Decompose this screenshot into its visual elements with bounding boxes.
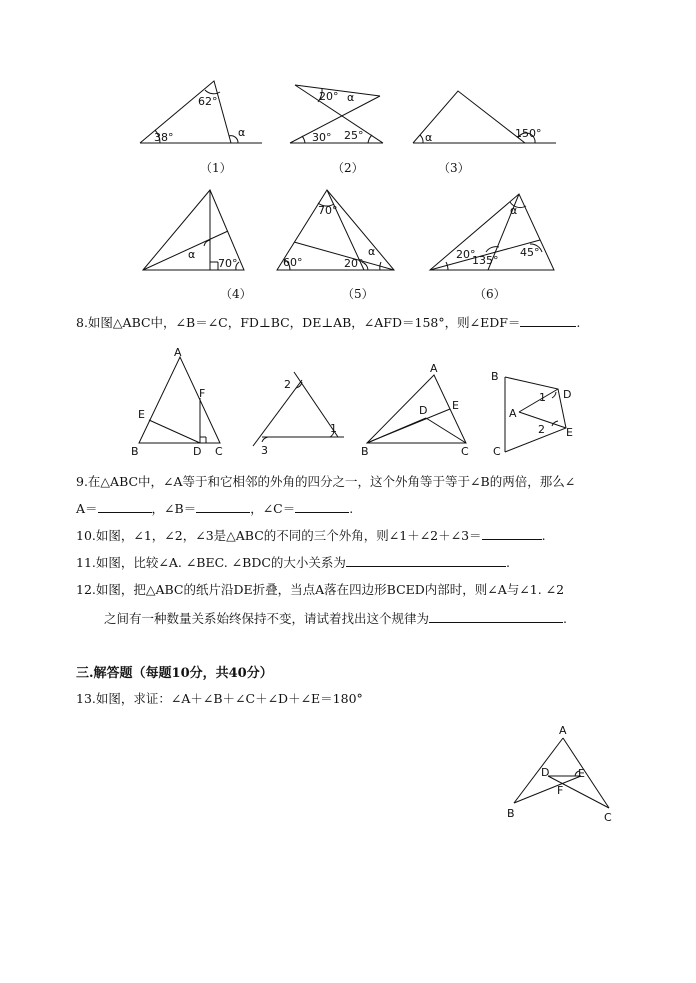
q11-label-C: C	[461, 445, 469, 458]
q10-label-1: 1	[330, 422, 337, 435]
figure-6	[430, 194, 554, 301]
question-13	[76, 691, 363, 707]
q8-label-E: E	[138, 408, 145, 421]
q8-label-B: B	[131, 445, 139, 458]
q10-text: 10.如图，∠1，∠2，∠3是△ABC的不同的三个外角，则∠1＋∠2＋∠3＝	[76, 528, 482, 543]
fig4-angle-alpha: α	[188, 248, 196, 261]
q13-label-D: D	[541, 766, 550, 779]
q11-label-A: A	[430, 362, 438, 375]
q12-answer-blank[interactable]	[429, 610, 563, 623]
figure-4	[143, 190, 252, 301]
q13-text: 13.如图，求证：∠A＋∠B＋∠C＋∠D＋∠E＝180°	[76, 691, 363, 706]
fig4-caption: （4）	[220, 287, 252, 301]
question-11	[76, 554, 510, 571]
q8-label-C: C	[215, 445, 223, 458]
question-8	[76, 314, 580, 331]
section-3-title: 三.解答题（每题10分，共40分）	[76, 666, 273, 681]
q9-blank-b[interactable]	[196, 500, 250, 513]
fig1-caption: （1）	[200, 161, 232, 175]
q12-label-A: A	[509, 407, 517, 420]
figure-2	[290, 85, 383, 175]
fig6-angle-135: 135°	[472, 254, 499, 267]
q8-end: .	[576, 315, 581, 330]
fig2-angle-25: 25°	[344, 129, 364, 142]
q11-answer-blank[interactable]	[346, 554, 506, 567]
figure-q12	[491, 370, 573, 458]
fig5-angle-20: 20°	[344, 257, 364, 270]
fig1-angle-62: 62°	[198, 95, 218, 108]
q12-label-D: D	[563, 388, 572, 401]
fig5-angle-70: 70°	[318, 204, 338, 217]
q9-blank-c[interactable]	[295, 500, 349, 513]
q12-label-1: 1	[539, 391, 546, 404]
q12-label-B: B	[491, 370, 499, 383]
q13-label-F: F	[557, 784, 564, 797]
q10-label-3: 3	[261, 444, 268, 457]
q10-label-2: 2	[284, 378, 291, 391]
q13-label-A: A	[559, 724, 567, 737]
q12-line2: 之间有一种数量关系始终保持不变，请试着找出这个规律为	[104, 611, 430, 626]
q8-label-D: D	[193, 445, 202, 458]
question-12-line2	[104, 610, 567, 627]
fig6-angle-45: 45°	[520, 246, 540, 259]
question-10	[76, 527, 546, 544]
fig2-angle-30: 30°	[312, 131, 332, 144]
q9-b-label: ，∠B＝	[151, 501, 197, 516]
fig4-angle-70: 70°	[218, 257, 238, 270]
q12-end: .	[563, 611, 567, 626]
q9-c-label: ，∠C＝	[250, 501, 296, 516]
q9-blank-a[interactable]	[98, 500, 152, 513]
q11-label-E: E	[452, 399, 459, 412]
q11-text: 11.如图，比较∠A. ∠BEC. ∠BDC的大小关系为	[76, 555, 346, 570]
q9-end: .	[349, 501, 354, 516]
fig1-angle-alpha: α	[238, 126, 246, 139]
fig2-angle-20: 20°	[319, 90, 339, 103]
figure-q11	[361, 362, 469, 458]
figure-1	[140, 81, 262, 175]
q8-label-A: A	[174, 346, 182, 359]
q11-label-B: B	[361, 445, 369, 458]
q12-label-2: 2	[538, 423, 545, 436]
q8-label-F: F	[199, 387, 206, 400]
question-9-line1	[76, 474, 575, 490]
question-9-line2	[76, 500, 353, 517]
q12-label-C: C	[493, 445, 501, 458]
fig6-angle-20: 20°	[456, 248, 476, 261]
q13-label-E: E	[578, 767, 585, 780]
figure-q13	[507, 724, 612, 824]
fig2-angle-alpha: α	[347, 91, 355, 104]
fig6-caption: （6）	[474, 287, 506, 301]
fig5-angle-60: 60°	[283, 256, 303, 269]
figure-3	[413, 91, 556, 175]
q9-line1: 9.在△ABC中，∠A等于和它相邻的外角的四分之一，这个外角等于等于∠B的两倍，那么∠	[76, 474, 576, 489]
fig3-caption: （3）	[438, 161, 470, 175]
q11-end: .	[505, 555, 510, 570]
q11-label-D: D	[419, 404, 428, 417]
figure-5	[277, 190, 394, 301]
fig3-angle-alpha: α	[425, 131, 433, 144]
q10-answer-blank[interactable]	[482, 527, 542, 540]
fig5-caption: （5）	[342, 287, 374, 301]
q8-text: 8.如图△ABC中，∠B＝∠C，FD⊥BC，DE⊥AB，∠AFD＝158°，则∠EDF＝	[76, 315, 521, 330]
fig5-angle-alpha: α	[368, 245, 376, 258]
q10-end: .	[541, 528, 546, 543]
fig3-angle-150: 150°	[515, 127, 542, 140]
question-12-line1	[76, 582, 564, 598]
q13-label-C: C	[604, 811, 612, 824]
fig2-caption: （2）	[332, 161, 364, 175]
figure-q10	[253, 372, 344, 457]
q9-a-label: A＝	[76, 501, 98, 516]
q8-answer-blank[interactable]	[520, 314, 576, 327]
q12-line1: 12.如图，把△ABC的纸片沿DE折叠，当点A落在四边形BCED内部时，则∠A与∠1. ∠2	[76, 582, 565, 597]
figure-q8	[131, 346, 223, 458]
q12-label-E: E	[566, 426, 573, 439]
fig6-angle-alpha: α	[510, 204, 518, 217]
q13-label-B: B	[507, 807, 515, 820]
fig1-angle-38: 38°	[154, 131, 174, 144]
